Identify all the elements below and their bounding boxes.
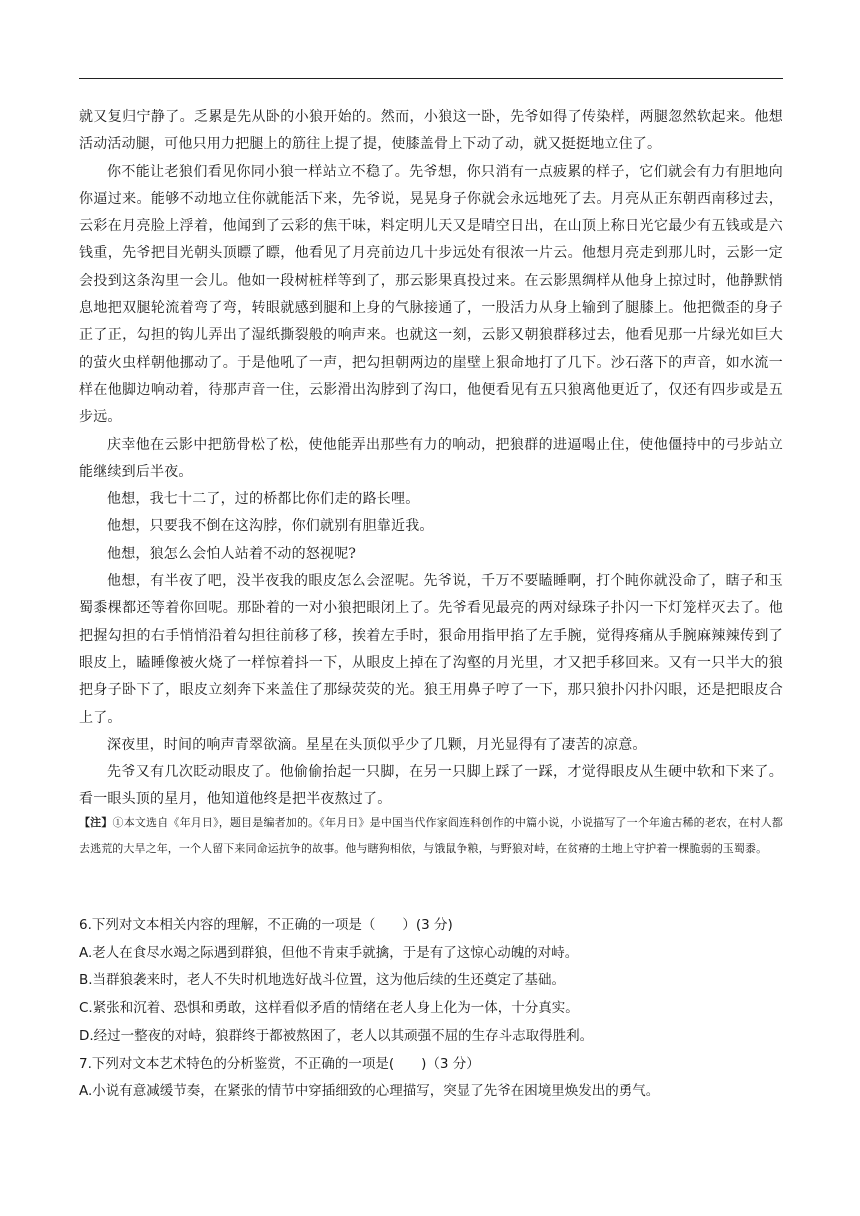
question-6-option-c: C.紧张和沉着、恐惧和勇敢，这样看似矛盾的情绪在老人身上化为一体，十分真实。 bbox=[79, 1000, 579, 1017]
note-text: ①本文选自《年月日》，题目是编者加的。《年月日》是中国当代作家阎连科创作的中篇小说，小说描写了一个年逾古稀的老农，在村人都去逃荒的大旱之年，一个人留下来同命运抗争的故事。他与瞎狗相依，与饿鼠争粮，与野狼对峙，在贫瘠的土地上守护着一棵脆弱的玉蜀黍。 bbox=[79, 816, 783, 855]
question-6-option-b: B.当群狼袭来时，老人不失时机地选好战斗位置，这为他后续的生还奠定了基础。 bbox=[79, 972, 566, 989]
question-6-option-a: A.老人在食尽水竭之际遇到群狼，但他不肯束手就擒，于是有了这惊心动魄的对峙。 bbox=[79, 944, 579, 961]
annotation-note bbox=[79, 810, 783, 862]
story-paragraph: 就又复归宁静了。乏累是先从卧的小狼开始的。然而，小狼这一卧，先爷如得了传染样，两腿忽然软起来。他想活动活动腿，可他只用力把腿上的筋往上提了提，使膝盖骨上下动了动，就又挺挺地立住了。 bbox=[79, 109, 783, 153]
story-paragraph: 深夜里，时间的响声青翠欲滴。星星在头顶似乎少了几颗，月光显得有了凄苦的凉意。 bbox=[107, 736, 647, 753]
story-paragraph: 他想，我七十二了，过的桥都比你们走的路长哩。 bbox=[107, 491, 420, 508]
question-7-option-a: A.小说有意减缓节奏，在紧张的情节中穿插细致的心理描写，突显了先爷在困境里焕发出的勇气。 bbox=[79, 1083, 660, 1100]
story-paragraph: 他想，狼怎么会怕人站着不动的怒视呢? bbox=[107, 545, 357, 562]
question-6-option-d: D.经过一整夜的对峙，狼群终于都被熬困了，老人以其顽强不屈的生存斗志取得胜利。 bbox=[79, 1027, 594, 1044]
story-paragraph: 庆幸他在云影中把筋骨松了松，使他能弄出那些有力的响动，把狼群的进逼喝止住，使他僵持中的弓步站立能继续到后半夜。 bbox=[79, 436, 783, 480]
note-tag: 【注】 bbox=[79, 816, 113, 829]
story-paragraph: 先爷又有几次眨动眼皮了。他偷偷抬起一只脚，在另一只脚上踩了一踩，才觉得眼皮从生硬中软和下来了。看一眼头顶的星月，他知道他终是把半夜熬过了。 bbox=[79, 764, 783, 808]
story-paragraph: 他想，只要我不倒在这沟脖，你们就别有胆靠近我。 bbox=[107, 518, 434, 535]
question-6-stem: 6.下列对文本相关内容的理解，不正确的一项是（ ）(3 分) bbox=[79, 917, 453, 933]
story-paragraph: 你不能让老狼们看见你同小狼一样站立不稳了。先爷想，你只消有一点疲累的样子，它们就会有力有胆地向你逼过来。能够不动地立住你就能活下来，先爷说，晃晃身子你就会永远地死了去。月亮从正东朝西南移过去，云彩在月亮脸上浮着，他闻到了云彩的焦干味，料定明儿天又是晴空日出，在山顶上称日光它最少有五钱或是六钱重，先爷把目光朝头顶瞟了瞟，他看见了月亮前边几十步远处有很浓一片云。他想月亮走到那儿时，云影一定会投到这条沟里一会儿。他如一段树桩样等到了，那云影果真投过来。在云影黑绸样从他身上掠过时，他静默悄息地把双腿轮流着弯了弯，转眼就感到腿和上身的气脉接通了，一股活力从身上输到了腿膝上。他把微歪的身子正了正，勾担的钩儿弄出了湿纸撕裂般的响声来。也就这一刻，云影又朝狼群移过去，他看见那一片绿光如巨大的萤火虫样朝他挪动了。于是他吼了一声，把勾担朝两边的崖壁上狠命地打了几下。沙石落下的声音，如水流一样在他脚边响动着，待那声音一住，云影滑出沟脖到了沟口，他便看见有五只狼离他更近了，仅还有四步或是五步远。 bbox=[79, 163, 783, 426]
header-divider bbox=[79, 78, 783, 79]
story-paragraph: 他想，有半夜了吧，没半夜我的眼皮怎么会涩呢。先爷说，千万不要瞌睡啊，打个盹你就没命了，瞎子和玉蜀黍棵都还等着你回呢。那卧着的一对小狼把眼闭上了。先爷看见最亮的两对绿珠子扑闪一下灯笼样灭去了。他把握勾担的右手悄悄沿着勾担往前移了移，挨着左手时，狠命用指甲掐了左手腕，觉得疼痛从手腕麻辣辣传到了眼皮上，瞌睡像被火烧了一样惊着抖一下，从眼皮上掉在了沟壑的月光里，才又把手移回来。又有一只半大的狼把身子卧下了，眼皮立刻奔下来盖住了那绿荧荧的光。狼王用鼻子哼了一下，那只狼扑闪扑闪眼，还是把眼皮合上了。 bbox=[79, 573, 783, 726]
question-7-stem: 7.下列对文本艺术特色的分析鉴赏，不正确的一项是( )（3 分） bbox=[79, 1055, 480, 1072]
question-list bbox=[79, 912, 783, 1106]
story-body bbox=[79, 104, 783, 814]
